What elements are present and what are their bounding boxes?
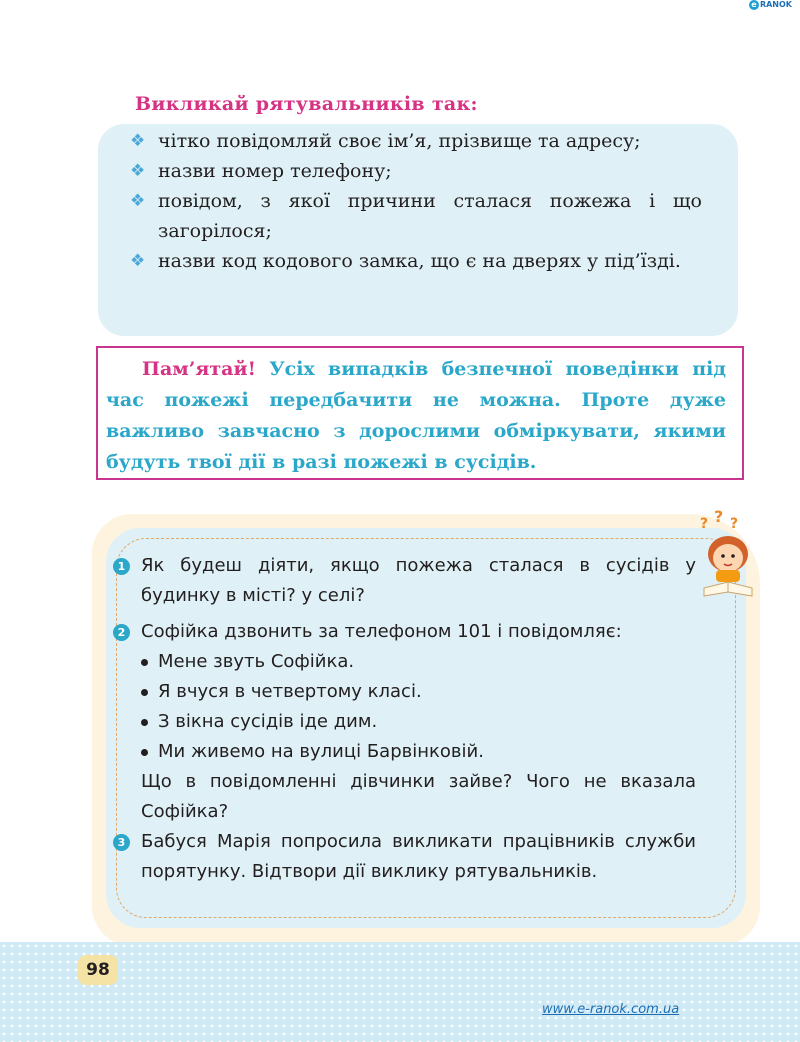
remember-box: [96, 346, 744, 480]
bullet-dot-icon: [141, 749, 148, 756]
diamond-bullet-icon: ❖: [130, 191, 146, 211]
message-item: Мене звуть Софійка.: [141, 647, 696, 677]
rules-list: [130, 126, 702, 276]
message-item: З вікна сусідів іде дим.: [141, 707, 696, 737]
message-list: [141, 647, 696, 767]
publisher-site-link[interactable]: www.e-ranok.com.ua: [542, 1002, 680, 1017]
rule-item: ❖ чітко повідомляй своє ім’я, прізвище та адресу;: [130, 126, 702, 156]
rule-item: ❖ назви код кодового замка, що є на дверях у під’їзді.: [130, 246, 702, 276]
question-number-2: 2: [113, 624, 130, 641]
rule-item: ❖ повідом, з якої причини сталася пожежа і що загорілося;: [130, 186, 702, 246]
diamond-bullet-icon: ❖: [130, 251, 146, 271]
page-number: 98: [78, 955, 118, 985]
question-number-1: 1: [113, 558, 130, 575]
message-item: Я вчуся в четвертому класі.: [141, 677, 696, 707]
question-2-followup: Що в повідомленні дівчинки зайве? Чого не вказала Софійка?: [141, 771, 696, 822]
remember-text: Пам’ятай! Усіх випадків безпечної поведінки під час пожежі передбачити не можна. Проте дуже важливо завчасно з дорослими обміркувати, якими будуть твої дії в разі пожежі в сусідів.: [106, 358, 726, 473]
question-1-text: Як будеш діяти, якщо пожежа сталася в сусідів у будинку в місті? у селі?: [141, 555, 696, 606]
question-number-3: 3: [113, 834, 130, 851]
bullet-dot-icon: [141, 689, 148, 696]
remember-label: Пам’ятай!: [142, 358, 256, 380]
bullet-dot-icon: [141, 719, 148, 726]
rules-title: Викликай рятувальників так:: [135, 93, 478, 115]
question-3-text: Бабуся Марія попросила викликати працівників служби порятунку. Відтвори дії виклику рятувальників.: [141, 831, 696, 882]
message-item: Ми живемо на вулиці Барвінковій.: [141, 737, 696, 767]
bullet-dot-icon: [141, 659, 148, 666]
rule-item: ❖ назви номер телефону;: [130, 156, 702, 186]
svg-text:?: ?: [714, 508, 724, 526]
thinking-girl-icon: [694, 508, 760, 600]
bottom-dotted-band: [0, 942, 800, 1042]
diamond-bullet-icon: ❖: [130, 161, 146, 181]
svg-text:?: ?: [700, 516, 709, 532]
question-2-text: Софійка дзвонить за телефоном 101 і повідомляє:: [141, 621, 622, 642]
diamond-bullet-icon: ❖: [130, 131, 146, 151]
svg-text:?: ?: [730, 516, 739, 532]
publisher-logo: e RANOK: [749, 0, 792, 10]
